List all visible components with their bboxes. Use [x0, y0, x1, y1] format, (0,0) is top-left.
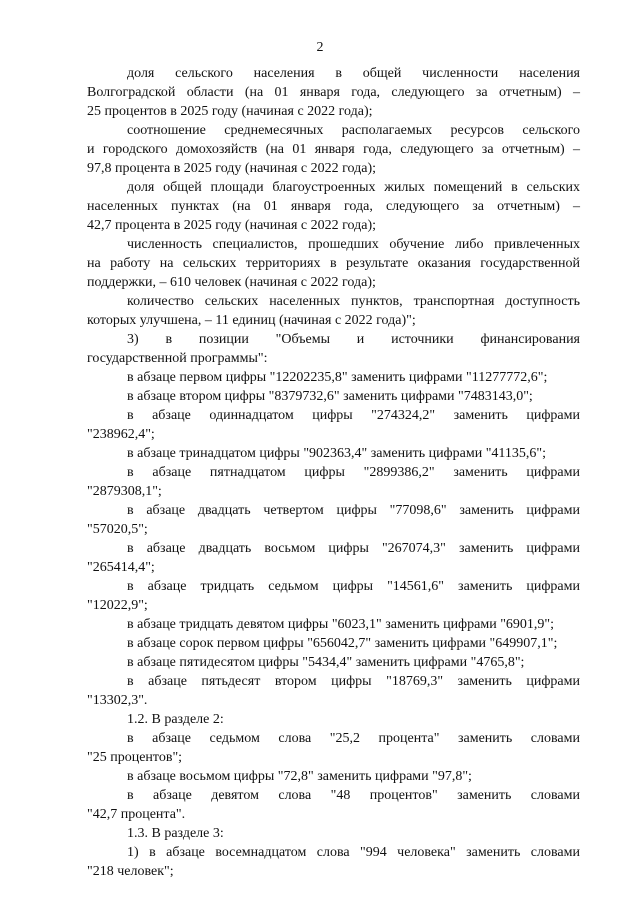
text-line: количество сельских населенных пунктов, транспортная доступность [127, 294, 580, 309]
text-line: в абзаце пятидесятом цифры "5434,4" заменить цифрами "4765,8"; [127, 655, 525, 670]
text-line: в абзаце двадцать четвертом цифры "77098,6" заменить цифрами [127, 503, 580, 518]
text-line: "12022,9"; [87, 598, 148, 613]
text-line: которых улучшена, – 11 единиц (начиная с 2022 года)"; [87, 313, 416, 328]
text-line: в абзаце тридцать седьмом цифры "14561,6" заменить цифрами [127, 579, 580, 594]
text-line: "42,7 процента". [87, 807, 186, 822]
text-line: поддержки, – 610 человек (начиная с 2022 года); [87, 275, 376, 290]
text-line: "265414,4"; [87, 560, 155, 575]
text-line: в абзаце пятнадцатом цифры "2899386,2" заменить цифрами [127, 465, 580, 480]
page-number: 2 [316, 40, 324, 55]
text-line: доля сельского населения в общей численности населения [127, 66, 580, 81]
section-heading: 1.2. В разделе 2: [127, 712, 224, 727]
text-line: "2879308,1"; [87, 484, 162, 499]
text-line: "25 процентов"; [87, 750, 183, 765]
text-line: Волгоградской области (на 01 января года, следующего за отчетным) – [87, 85, 580, 100]
text-line: в абзаце втором цифры "8379732,6" заменить цифрами "7483143,0"; [127, 389, 533, 404]
text-line: 1) в абзаце восемнадцатом слова "994 человека" заменить словами [127, 845, 580, 860]
text-line: 3) в позиции "Объемы и источники финансирования [127, 332, 580, 347]
text-line: "13302,3". [87, 693, 148, 708]
text-line: в абзаце тридцать девятом цифры "6023,1" заменить цифрами "6901,9"; [127, 617, 555, 632]
text-line: численность специалистов, прошедших обучение либо привлеченных [127, 237, 580, 252]
text-line: государственной программы": [87, 351, 268, 366]
text-line: "218 человек"; [87, 864, 174, 879]
text-line: "57020,5"; [87, 522, 148, 537]
text-line: населенных пунктах (на 01 января года, следующего за отчетным) – [87, 199, 580, 214]
text-line: и городского домохозяйств (на 01 января года, следующего за отчетным) – [87, 142, 580, 157]
text-line: в абзаце одиннадцатом цифры "274324,2" заменить цифрами [127, 408, 580, 423]
text-line: 97,8 процента в 2025 году (начиная с 2022 года); [87, 161, 376, 176]
text-line: соотношение среднемесячных располагаемых ресурсов сельского [127, 123, 580, 138]
text-line: в абзаце девятом слова "48 процентов" заменить словами [127, 788, 580, 803]
text-line: в абзаце первом цифры "12202235,8" заменить цифрами "11277772,6"; [127, 370, 548, 385]
text-line: 25 процентов в 2025 году (начиная с 2022 года); [87, 104, 373, 119]
text-line: 42,7 процента в 2025 году (начиная с 2022 года); [87, 218, 376, 233]
section-heading: 1.3. В разделе 3: [127, 826, 224, 841]
text-line: в абзаце двадцать восьмом цифры "267074,3" заменить цифрами [127, 541, 580, 556]
text-line: в абзаце сорок первом цифры "656042,7" заменить цифрами "649907,1"; [127, 636, 558, 651]
text-line: в абзаце пятьдесят втором цифры "18769,3" заменить цифрами [127, 674, 580, 689]
text-line: в абзаце восьмом цифры "72,8" заменить цифрами "97,8"; [127, 769, 472, 784]
text-line: на работу на сельских территориях в результате оказания государственной [87, 256, 580, 271]
text-line: в абзаце тринадцатом цифры "902363,4" заменить цифрами "41135,6"; [127, 446, 546, 461]
text-line: "238962,4"; [87, 427, 155, 442]
text-line: в абзаце седьмом слова "25,2 процента" заменить словами [127, 731, 580, 746]
text-line: доля общей площади благоустроенных жилых помещений в сельских [127, 180, 580, 195]
